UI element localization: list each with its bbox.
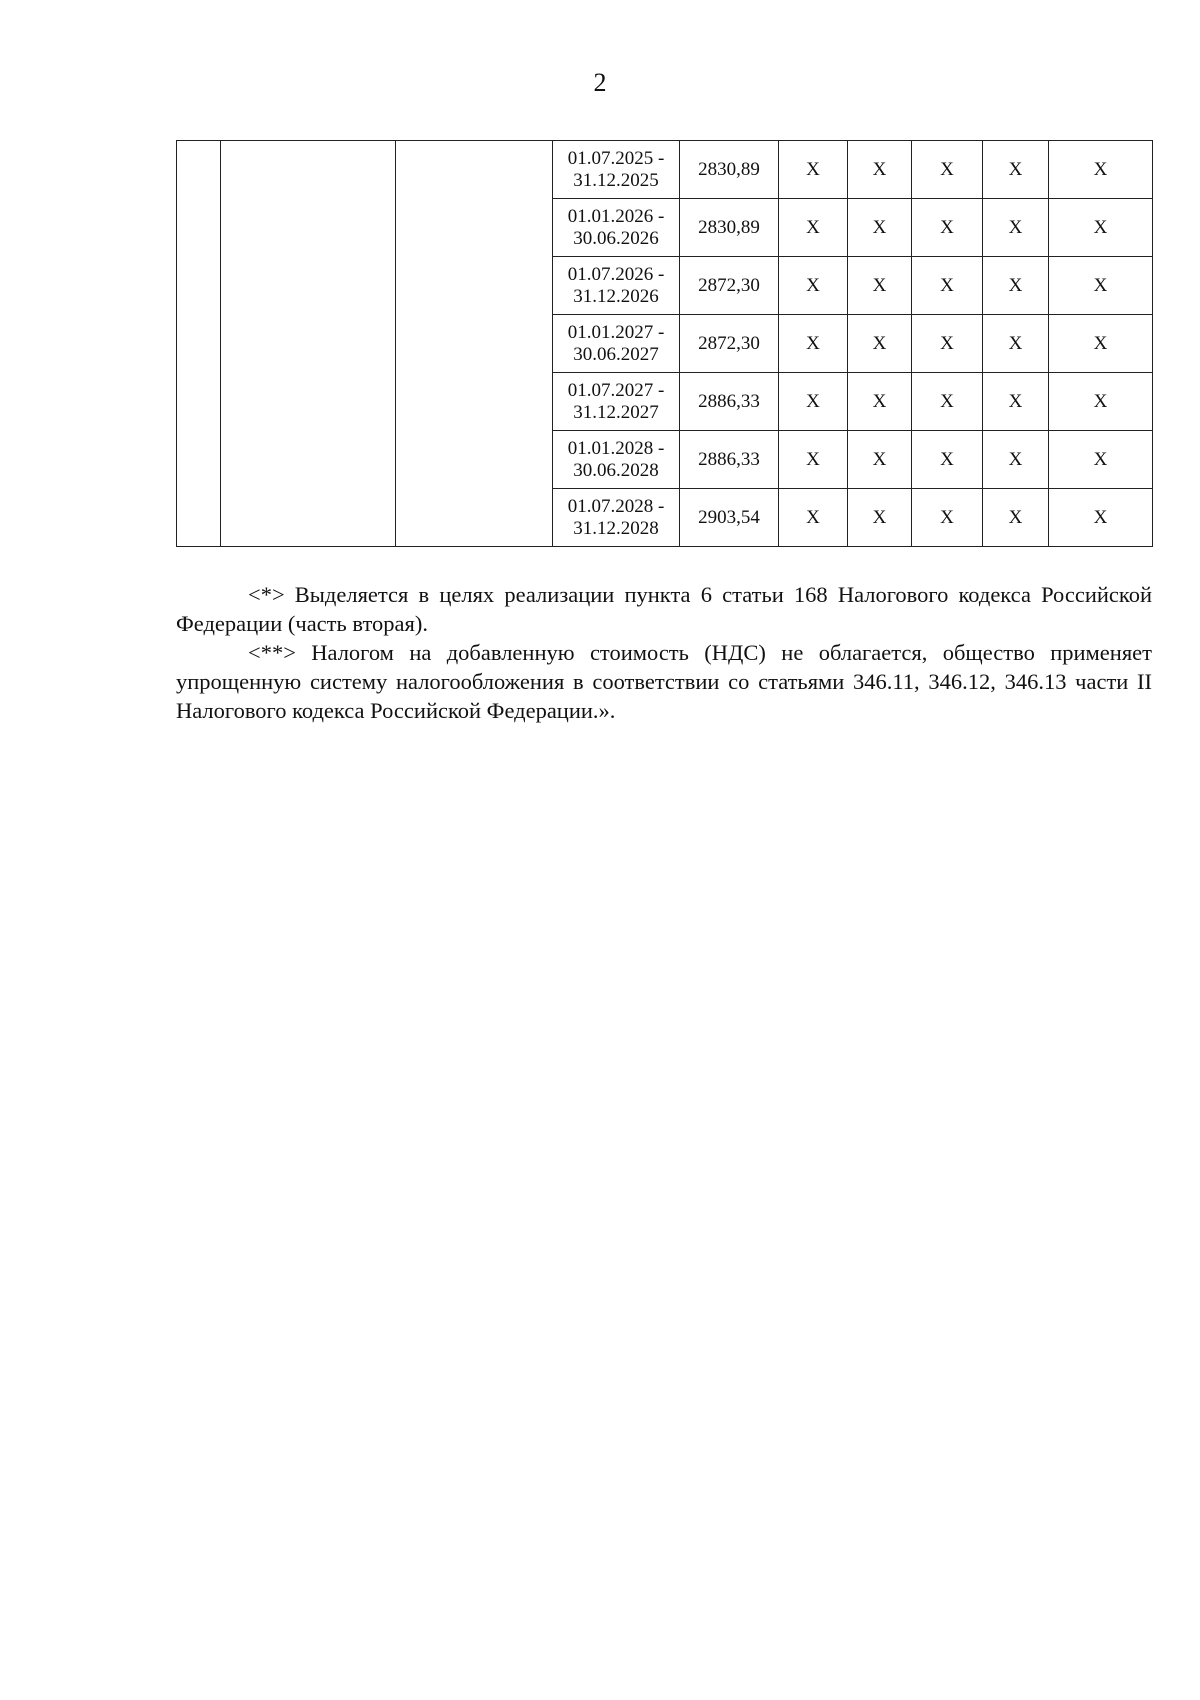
period-end: 30.06.2028 <box>573 459 659 481</box>
tariff-value-cell: 2903,54 <box>680 489 779 547</box>
not-applicable-mark-cell: X <box>983 489 1049 547</box>
not-applicable-mark-cell: X <box>983 257 1049 315</box>
period-start: 01.07.2028 - <box>567 495 665 517</box>
period-cell <box>553 489 680 547</box>
not-applicable-mark-cell: X <box>779 141 848 199</box>
period-end: 31.12.2027 <box>573 401 659 423</box>
not-applicable-mark-cell: X <box>912 373 983 431</box>
not-applicable-mark-cell: X <box>983 373 1049 431</box>
period-end: 31.12.2025 <box>573 169 659 191</box>
period-end: 30.06.2026 <box>573 227 659 249</box>
not-applicable-mark-cell: X <box>1049 199 1153 257</box>
tariff-value-cell: 2830,89 <box>680 141 779 199</box>
not-applicable-mark-cell: X <box>779 315 848 373</box>
period-end: 30.06.2027 <box>573 343 659 365</box>
not-applicable-mark-cell: X <box>912 257 983 315</box>
footnotes <box>176 580 1152 725</box>
not-applicable-mark-cell: X <box>912 141 983 199</box>
tariff-value-cell: 2886,33 <box>680 431 779 489</box>
period-end: 31.12.2026 <box>573 285 659 307</box>
period-end: 31.12.2028 <box>573 517 659 539</box>
not-applicable-mark-cell: X <box>779 257 848 315</box>
period-cell <box>553 431 680 489</box>
period-start: 01.07.2026 - <box>567 263 665 285</box>
tariff-value-cell: 2872,30 <box>680 315 779 373</box>
not-applicable-mark-cell: X <box>1049 373 1153 431</box>
period-cell <box>553 315 680 373</box>
not-applicable-mark-cell: X <box>1049 315 1153 373</box>
not-applicable-mark-cell: X <box>912 199 983 257</box>
period-start: 01.01.2028 - <box>567 437 665 459</box>
tariff-value-cell: 2872,30 <box>680 257 779 315</box>
not-applicable-mark-cell: X <box>912 431 983 489</box>
not-applicable-mark-cell: X <box>983 315 1049 373</box>
not-applicable-mark-cell: X <box>779 199 848 257</box>
not-applicable-mark-cell: X <box>779 489 848 547</box>
tariff-table <box>176 140 1153 547</box>
not-applicable-mark-cell: X <box>848 257 912 315</box>
period-start: 01.07.2027 - <box>567 379 665 401</box>
not-applicable-mark-cell: X <box>779 431 848 489</box>
period-cell <box>553 199 680 257</box>
blank-number-cell <box>177 141 221 547</box>
not-applicable-mark-cell: X <box>779 373 848 431</box>
tariff-value-cell: 2886,33 <box>680 373 779 431</box>
not-applicable-mark-cell: X <box>848 199 912 257</box>
footnote-single-asterisk: <*> Выделяется в целях реализации пункта 6 статьи 168 Налогового кодекса Российской Федерации (часть вторая). <box>176 582 1152 636</box>
period-start: 01.01.2027 - <box>567 321 665 343</box>
blank-name-cell <box>221 141 396 547</box>
not-applicable-mark-cell: X <box>1049 489 1153 547</box>
period-start: 01.07.2025 - <box>567 147 665 169</box>
page-number: 2 <box>593 68 607 97</box>
not-applicable-mark-cell: X <box>983 199 1049 257</box>
not-applicable-mark-cell: X <box>983 431 1049 489</box>
footnote-double-asterisk: <**> Налогом на добавленную стоимость (НДС) не облагается, общество применяет упрощенную систему налогообложения в соответствии со статьями 346.11, 346.12, 346.13 части II Налогового кодекса Российской Федерации.». <box>176 640 1152 723</box>
table-body <box>177 141 1153 547</box>
tariff-value-cell: 2830,89 <box>680 199 779 257</box>
not-applicable-mark-cell: X <box>983 141 1049 199</box>
table-row <box>177 141 1153 199</box>
not-applicable-mark-cell: X <box>912 489 983 547</box>
not-applicable-mark-cell: X <box>848 141 912 199</box>
blank-category-cell <box>396 141 553 547</box>
not-applicable-mark-cell: X <box>848 373 912 431</box>
not-applicable-mark-cell: X <box>912 315 983 373</box>
not-applicable-mark-cell: X <box>1049 431 1153 489</box>
not-applicable-mark-cell: X <box>1049 257 1153 315</box>
not-applicable-mark-cell: X <box>848 431 912 489</box>
period-cell <box>553 141 680 199</box>
not-applicable-mark-cell: X <box>1049 141 1153 199</box>
period-start: 01.01.2026 - <box>567 205 665 227</box>
not-applicable-mark-cell: X <box>848 489 912 547</box>
period-cell <box>553 373 680 431</box>
period-cell <box>553 257 680 315</box>
not-applicable-mark-cell: X <box>848 315 912 373</box>
